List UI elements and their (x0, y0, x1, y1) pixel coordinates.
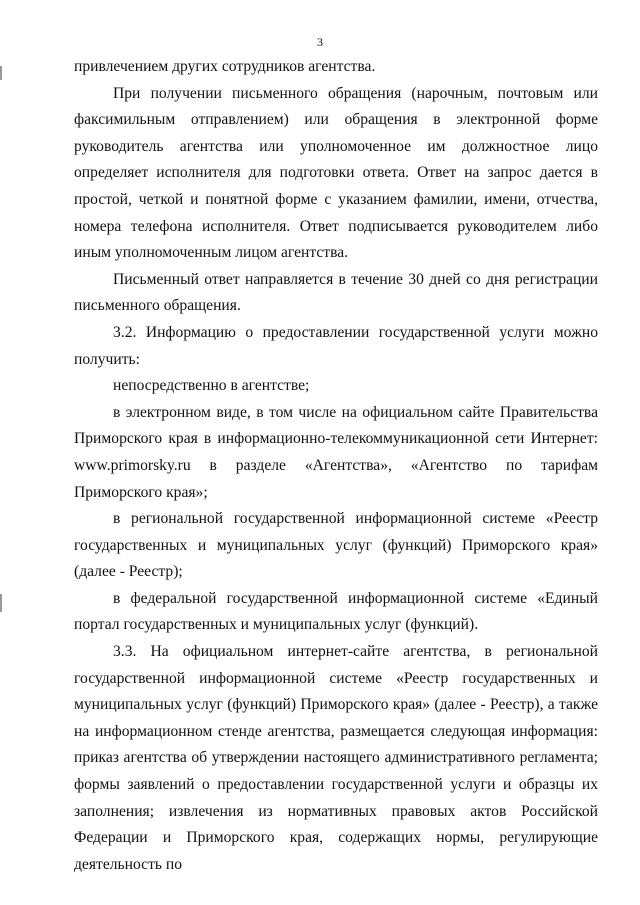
document-body (74, 54, 598, 878)
paragraph-3-3-published-info: 3.3. На официальном интернет-сайте агентства, в региональной государственной информационной системе «Реестр государственных и муниципальных услуг (функций) Приморского края» (далее - Реестр), а также на информационном стенде агентства, размещается следующая информация: приказ агентства об утверждении настоящего административного регламента; формы заявлений о предоставлении государственной услуги и образцы их заполнения; извлечения из нормативных правовых актов Российской Федерации и Приморского края, содержащих нормы, регулирующие деятельность по (74, 643, 598, 873)
page-number: 3 (317, 35, 323, 49)
list-item-electronic-website: в электронном виде, в том числе на официальном сайте Правительства Приморского края в информационно-телекоммуникационной сети Интернет: www.primorsky.ru в разделе «Агентства», «Агентство по тарифам Приморского края»; (74, 403, 598, 501)
paragraph-response-deadline: Письменный ответ направляется в течение 30 дней со дня регистрации письменного обращения. (74, 270, 598, 315)
scan-edge-mark (0, 594, 2, 612)
paragraph-3-2-info-sources: 3.2. Информацию о предоставлении государственной услуги можно получить: (74, 323, 598, 368)
list-item-regional-registry: в региональной государственной информационной системе «Реестр государственных и муниципальных услуг (функций) Приморского края» (далее - Реестр); (74, 510, 598, 581)
list-item-in-agency: непосредственно в агентстве; (113, 377, 310, 395)
paragraph-written-request-handling: При получении письменного обращения (нарочным, почтовым или факсимильным отправлением) или обращения в электронной форме руководитель агентства или уполномоченное им должностное лицо определяет исполнителя для подготовки ответа. Ответ на запрос дается в простой, четкой и понятной форме с указанием фамилии, имени, отчества, номера телефона исполнителя. Ответ подписывается руководителем либо иным уполномоченным лицом агентства. (74, 84, 598, 262)
scan-edge-mark (0, 66, 2, 80)
paragraph-continuation: привлечением других сотрудников агентства. (74, 58, 376, 75)
list-item-federal-portal: в федеральной государственной информационной системе «Единый портал государственных и муниципальных услуг (функций). (74, 589, 598, 634)
